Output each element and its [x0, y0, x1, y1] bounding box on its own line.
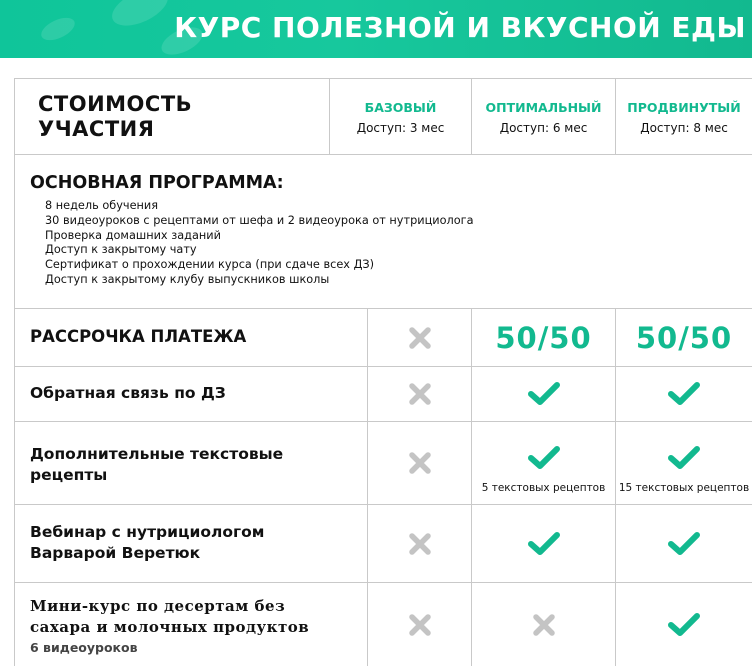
check-icon [527, 531, 561, 557]
program-list [45, 199, 474, 288]
cell-recipes-optimal [472, 441, 615, 475]
pricing-header-title: СТОИМОСТЬ УЧАСТИЯ [38, 92, 193, 141]
program-item: 30 видеоуроков с рецептами от шефа и 2 видеоурока от нутрициолога [45, 213, 474, 227]
program-item: Доступ к закрытому чату [45, 243, 197, 257]
check-icon [667, 381, 701, 407]
cell-feedback-basic [368, 367, 471, 421]
check-icon [667, 531, 701, 557]
row-label-extra-recipes: Дополнительные текстовые рецепты [30, 445, 284, 484]
cell-webinar-basic [368, 505, 471, 582]
installment-value: 50/50 [635, 320, 733, 355]
plan-name-basic: БАЗОВЫЙ [364, 100, 437, 115]
cell-feedback-optimal [472, 367, 615, 421]
recipes-note-optimal: 5 текстовых рецептов [481, 482, 606, 494]
program-item: Сертификат о прохождении курса (при сдаче всех ДЗ) [45, 258, 375, 272]
program-item: Доступ к закрытому клубу выпускников школы [45, 272, 330, 286]
cell-dessert-optimal [472, 583, 615, 666]
check-icon [667, 445, 701, 471]
course-banner [0, 0, 752, 58]
row-label-dessert-course: Мини-курс по десертам без сахара и молочных продуктов [30, 597, 310, 636]
cell-recipes-advanced [616, 441, 752, 475]
program-title: ОСНОВНАЯ ПРОГРАММА: [30, 173, 284, 193]
plan-name-advanced: ПРОДВИНУТЫЙ [627, 100, 741, 115]
row-sublabel-dessert-course: 6 видеоуроков [30, 640, 138, 655]
cross-icon [408, 326, 432, 350]
cross-icon [532, 613, 556, 637]
row-label-webinar: Вебинар с нутрициологом Варварой Веретюк [30, 523, 265, 562]
cross-icon [408, 451, 432, 475]
check-icon [527, 445, 561, 471]
row-label-installment: РАССРОЧКА ПЛАТЕЖА [30, 327, 247, 346]
cross-icon [408, 613, 432, 637]
check-icon [667, 612, 701, 638]
cross-icon [408, 382, 432, 406]
plan-access-basic: Доступ: 3 мес [356, 121, 445, 135]
banner-title: КУРС ПОЛЕЗНОЙ И ВКУСНОЙ ЕДЫ [174, 11, 746, 44]
row-label-feedback: Обратная связь по ДЗ [30, 384, 226, 402]
cell-webinar-optimal [472, 505, 615, 582]
recipes-note-advanced: 15 текстовых рецептов [618, 482, 750, 494]
program-item: Проверка домашних заданий [45, 228, 221, 242]
installment-value: 50/50 [495, 320, 592, 355]
check-icon [527, 381, 561, 407]
cell-installment-basic [368, 309, 471, 366]
plan-access-advanced: Доступ: 8 мес [640, 121, 728, 135]
cell-webinar-advanced [616, 505, 752, 582]
cell-dessert-advanced [616, 583, 752, 666]
program-item: 8 недель обучения [45, 199, 159, 212]
cross-icon [408, 532, 432, 556]
plan-name-optimal: ОПТИМАЛЬНЫЙ [485, 100, 602, 115]
cell-feedback-advanced [616, 367, 752, 421]
cell-dessert-basic [368, 583, 471, 666]
plan-access-optimal: Доступ: 6 мес [499, 121, 588, 135]
cell-recipes-basic [368, 422, 471, 504]
cell-installment-optimal [472, 309, 615, 366]
cell-installment-advanced [616, 309, 752, 366]
